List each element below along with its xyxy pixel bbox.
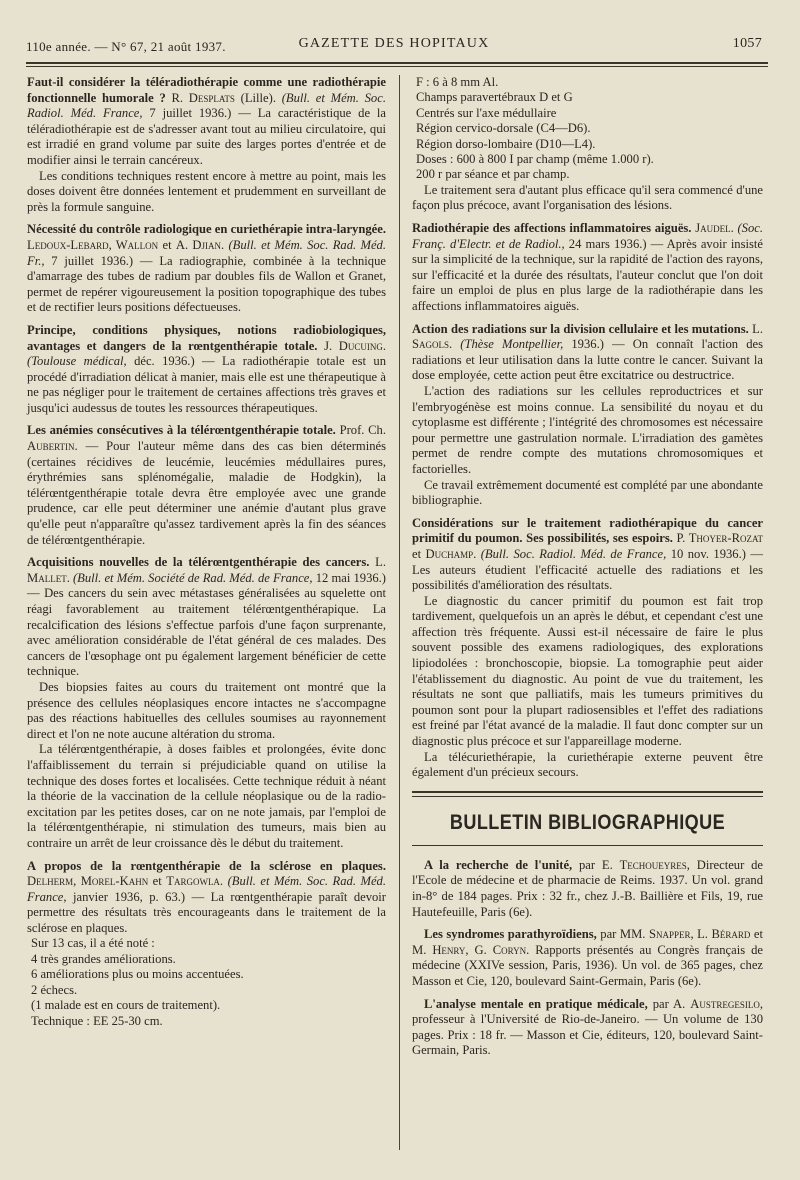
article-author-prefix: Prof. Ch. — [335, 423, 386, 438]
article-paragraph — [412, 322, 763, 384]
article-body: — Pour l'auteur même dans des cas bien déterminés (certaines récidives de leucémie, leucémies médullaires pures, érythrémies sans splénomégalie, maladie de Hodgkin), la télérœntgenthérapie totale devra être employée avec une grande prudence, car elle peut déterminer une anémie d'autant plus grave qu'elle peut n'apparaître qu'assez tardivement après la fin des séances de télérœntgenthérapie. — [27, 439, 386, 547]
issue-line: 110e année. — N° 67, 21 août 1937. — [26, 39, 226, 54]
article-author: Targowla. — [166, 874, 224, 889]
page-header — [26, 36, 762, 58]
article-anemies — [27, 423, 386, 548]
book-details: Directeur de l'Ecole de médecine et de pharmacie de Reims. 1937. Un vol. grand in-8° de 184 pages. Prix : 32 fr., chez J.-B. Baillière et Fils, 19, rue Hautefeuille, Paris (6e). — [412, 857, 763, 919]
article-paragraph — [27, 423, 386, 548]
article-title: Nécessité du contrôle radiologique en curiethérapie intra-laryngée. — [27, 222, 386, 237]
header-rule-thin — [26, 66, 768, 67]
article-author: Ledoux-Lebard, Wallon — [27, 237, 159, 252]
section-heading: BULLETIN BIBLIOGRAPHIQUE — [449, 810, 726, 834]
article-paragraph: Le diagnostic du cancer primitif du poumon est fait trop tardivement, quelquefois un an après le début, et cependant c'est une affection très fréquente. Aussi est-il nécessaire de faire le plus souvent possible des examens radiologiques, des explorations lipiodolées : bronchoscopie, biopsie. La tomographie peut aider l'établissement du diagnostic. Au point de vue du traitement, les résultats ne sont que palliatifs, mais les tumeurs primitives du poumon sont pour la plupart radiosensibles et l'effet des radiations est freiné par l'état avancé de la maladie. Il faut donc compter sur un diagnostic plus précoce et sur l'appareillage moderne. — [412, 593, 763, 749]
article-author: Delherm, Morel-Kahn — [27, 874, 149, 889]
article-source: (Bull. et Mém. Soc. Rad. Méd. Fr., — [27, 237, 386, 268]
article-conjunction: et — [158, 237, 176, 252]
article-source: (Soc. Franç. d'Electr. et de Radiol., — [412, 221, 763, 251]
article-conjunction: et — [412, 546, 426, 561]
result-line: 6 améliorations plus ou moins accentuées. — [31, 967, 244, 982]
book-paragraph — [412, 997, 763, 1059]
article-author: A. Djian. — [175, 237, 225, 252]
article-body: 12 mai 1936.) — Des cancers du sein avec métastases généralisées au squelette ont réagi favorablement au traitement télérœntgenthérapique. La recalcification des lésions s'effectue parfois d'une façon surprenante, avec amélioration considérable de l'état général de ces malades. Des cancers de l'œsophage ont pu également largement bénéficier de cette technique. — [27, 570, 387, 679]
article-acquisitions — [27, 555, 386, 851]
book-paragraph — [412, 858, 763, 920]
article-source: (Bull. et Mém. Soc. Rad. Méd. France, — [27, 874, 386, 904]
left-column — [27, 75, 386, 1170]
article-source: (Toulouse médical, — [27, 354, 127, 369]
article-paragraph — [27, 75, 386, 169]
book-author: Henry, G. Coryn. — [432, 942, 530, 957]
article-affections-inflammatoires — [412, 221, 763, 315]
book-paragraph — [412, 927, 763, 989]
book-entry — [412, 858, 763, 920]
result-line: 2 échecs. — [31, 982, 78, 997]
article-paragraph — [412, 221, 763, 315]
result-line: Technique : EE 25-30 cm. — [31, 1013, 163, 1028]
article-body: 10 nov. 1936.) — Les auteurs étudient l'efficacité actuelle des radiations et les possibilités d'amélioration des résultats. — [412, 546, 763, 593]
article-paragraph — [27, 859, 386, 937]
article-roentgentherapie-totale — [27, 323, 386, 417]
book-details: Rapports présentés au Congrès français de médecine (XXIVe session, Paris, 1936). Un vol. de 365 pages, chez Masson et Cie, 120, boulevard Saint-Germain, Paris (6e). — [412, 942, 763, 988]
article-source: (Bull. et Mém. Société de Rad. Méd. de France, — [69, 570, 313, 585]
article-title: Les anémies consécutives à la télérœntgenthérapie totale. — [27, 423, 336, 438]
book-title: L'analyse mentale en pratique médicale, — [424, 996, 648, 1011]
technique-line: Région cervico-dorsale (C4—D6). — [416, 121, 591, 136]
technique-line: F : 6 à 8 mm Al. — [416, 75, 499, 89]
article-body: 7 juillet 1936.) — La radiographie, combinée à la technique d'amarrage des tubes de radium par doubles fils de Wallon et Granet, permet de repérer vigoureusement la position topographique des tubes et de rectifier leurs positions défectueuses. — [27, 253, 386, 315]
article-paragraph: La télécuriethérapie, la curiethérapie externe peuvent être également d'un précieux secours. — [412, 749, 763, 780]
article-source: (Bull. Soc. Radiol. Méd. de France, — [476, 546, 667, 561]
article-title: Principe, conditions physiques, notions radiobiologiques, avantages et dangers de la rœntgenthérapie totale. — [27, 322, 386, 353]
section-rule-thin — [412, 796, 763, 797]
result-line: (1 malade est en cours de traitement). — [31, 998, 221, 1013]
article-author: L. Mallet. — [27, 555, 386, 585]
book-author: Austregesilo, — [690, 996, 763, 1011]
article-author: L. Sagols. — [412, 321, 763, 352]
article-curietherapie — [27, 222, 386, 316]
article-author: Aubertin. — [27, 439, 78, 454]
result-line: Sur 13 cas, il a été noté : — [31, 936, 155, 951]
article-body: déc. 1936.) — La radiothérapie totale est un procédé d'irradiation délicat à manier, mais elle est une thérapeutique à ne pas négliger pour le traitement de certaines affections très graves et jusqu'ici audessus de toutes les ressources thérapeutiques. — [27, 354, 386, 415]
article-source: (Thèse Montpellier, — [452, 337, 564, 352]
article-source: (Bull. et Mém. Soc. Radiol. Méd. France, — [27, 90, 386, 121]
article-title: Considérations sur le traitement radiothérapique du cancer primitif du poumon. Ses possibilités, ses espoirs. — [412, 515, 763, 546]
article-title: Faut-il considérer la téléradiothérapie comme une radiothérapie fonctionnelle humorale ? — [27, 75, 386, 105]
technique-line: Champs paravertébraux D et G — [416, 90, 573, 105]
article-title: Acquisitions nouvelles de la télérœntgenthérapie des cancers. — [27, 555, 370, 570]
article-author: J. Ducuing. — [324, 338, 386, 353]
article-body: janvier 1936, p. 63.) — La rœntgenthérapie paraît devoir permettre des résultats très encourageants dans le traitement de la sclérose en plaques. — [27, 889, 386, 935]
article-division-cellulaire — [412, 322, 763, 509]
column-divider — [399, 75, 400, 1150]
article-sclerose — [27, 859, 386, 1029]
technique-line: Centrés sur l'axe médullaire — [416, 105, 557, 120]
technique-line: 200 r par séance et par champ. — [416, 167, 570, 182]
article-teleradiotherapie — [27, 75, 386, 215]
article-author: P. Thoyer-Rozat — [672, 531, 764, 546]
article-location: (Lille). — [234, 90, 282, 105]
article-title: A propos de la rœntgenthérapie de la sclérose en plaques. — [27, 858, 386, 873]
book-entry — [412, 927, 763, 989]
article-title: Action des radiations sur la division cellulaire et les mutations. — [412, 321, 749, 336]
book-author-prefix: par E. — [572, 857, 620, 872]
article-title: Radiothérapie des affections inflammatoires aiguës. — [412, 221, 692, 236]
book-title: Les syndromes parathyroïdiens, — [424, 927, 597, 942]
article-paragraph — [27, 323, 386, 417]
journal-title: GAZETTE DES HOPITAUX — [298, 36, 490, 51]
book-author: Techoueyres, — [619, 857, 690, 872]
book-conjunction: et M. — [412, 927, 763, 957]
book-author-prefix: par A. — [647, 996, 691, 1011]
result-line: 4 très grandes améliorations. — [31, 951, 176, 966]
article-author: Jaudel. — [691, 221, 734, 236]
book-author: Snapper, L. Bérard — [648, 927, 751, 942]
section-heading-rule — [412, 845, 763, 846]
book-title: A la recherche de l'unité, — [424, 857, 573, 872]
article-paragraph: Le traitement sera d'autant plus efficace qu'il sera commencé d'une façon plus précoce, avant l'organisation des lésions. — [412, 182, 763, 213]
article-author: R. Desplats — [171, 90, 235, 105]
article-body: 24 mars 1936.) — Après avoir insisté sur la simplicité de la technique, sur la rapidité de l'action des rayons, sur l'efficacité et la durée des résultats, l'auteur conclut que l'on doit faire un emploi de plus en plus large de la radiothérapie dans les affections inflammatoires aiguës. — [412, 236, 763, 313]
right-column — [412, 75, 763, 1170]
technique-block — [412, 75, 763, 214]
article-paragraph — [412, 516, 763, 594]
section-rule — [412, 791, 763, 793]
book-author-prefix: par MM. — [596, 927, 649, 942]
article-paragraph: L'action des radiations sur les cellules reproductrices et sur l'embryogénèse est moins connue. La sensibilité du noyau et du cytoplasme est différente ; l'intégrité des chromosomes est nécessaire pour permettre une gastrulation normale. L'irradiation des gamètes permet de rendre compte des mutations chromosomiques et factorielles. — [412, 383, 763, 476]
book-details: professeur à l'Université de Rio-de-Janeiro. — Un volume de 130 pages. Prix : 18 fr. — Masson et Cie, éditeurs, 120, boulevard Saint-Germain, Paris. — [412, 1012, 763, 1058]
article-conjunction: et — [148, 874, 167, 889]
article-paragraph — [27, 555, 386, 680]
technique-line: Doses : 600 à 800 I par champ (même 1.000 r). — [416, 152, 654, 167]
article-paragraph: Les conditions techniques restent encore à mettre au point, mais les doses doivent être données lentement et prudemment en surveillant de près la formule sanguine. — [27, 168, 386, 214]
article-paragraph: La télérœntgenthérapie, à doses faibles et prolongées, évite donc l'affaiblissement du terrain si préjudiciable quand on utilise la technique des doses fortes et localisées. Cette technique réduit à néant la théorie de la vaccination de la cellule néoplasique ou de la radio-excitation par les petites doses, car on ne note jamais, par l'emploi de la télérœntgenthérapie, ni stimulation des tumeurs, mais bien au contraire un arrêt de leur croissance dès le début du traitement. — [27, 742, 386, 850]
book-entry — [412, 997, 763, 1059]
page-number: 1057 — [732, 36, 762, 51]
article-body: 1936.) — On connaît l'action des radiations et leur utilisation dans la lutte contre le cancer. Suivant la dose employée, cette action peut être excitatrice ou destructrice. — [412, 337, 763, 383]
article-author: Duchamp. — [425, 546, 477, 561]
technique-line: Région dorso-lombaire (D10—L4). — [416, 136, 596, 151]
article-paragraph: Des biopsies faites au cours du traitement ont montré que la présence des cellules néoplasiques encore intactes ne s'accompagne pas des réactions habituelles des cellules soumises au rayonnement direct et l'on ne note aucune altération du stroma. — [27, 679, 386, 741]
article-paragraph — [27, 222, 386, 316]
article-paragraph: Ce travail extrêmement documenté est complété par une abondante bibliographie. — [412, 477, 763, 508]
article-body: 7 juillet 1936.) — La caractéristique de la téléradiothérapie est de s'adresser avant tout au milieu circulatoire, qui est irradié en grand volume par suite des larges portes d'entrée et de modifier ainsi le terrain cancéreux. — [27, 106, 386, 167]
article-cancer-poumon — [412, 516, 763, 781]
header-rule — [26, 62, 768, 64]
